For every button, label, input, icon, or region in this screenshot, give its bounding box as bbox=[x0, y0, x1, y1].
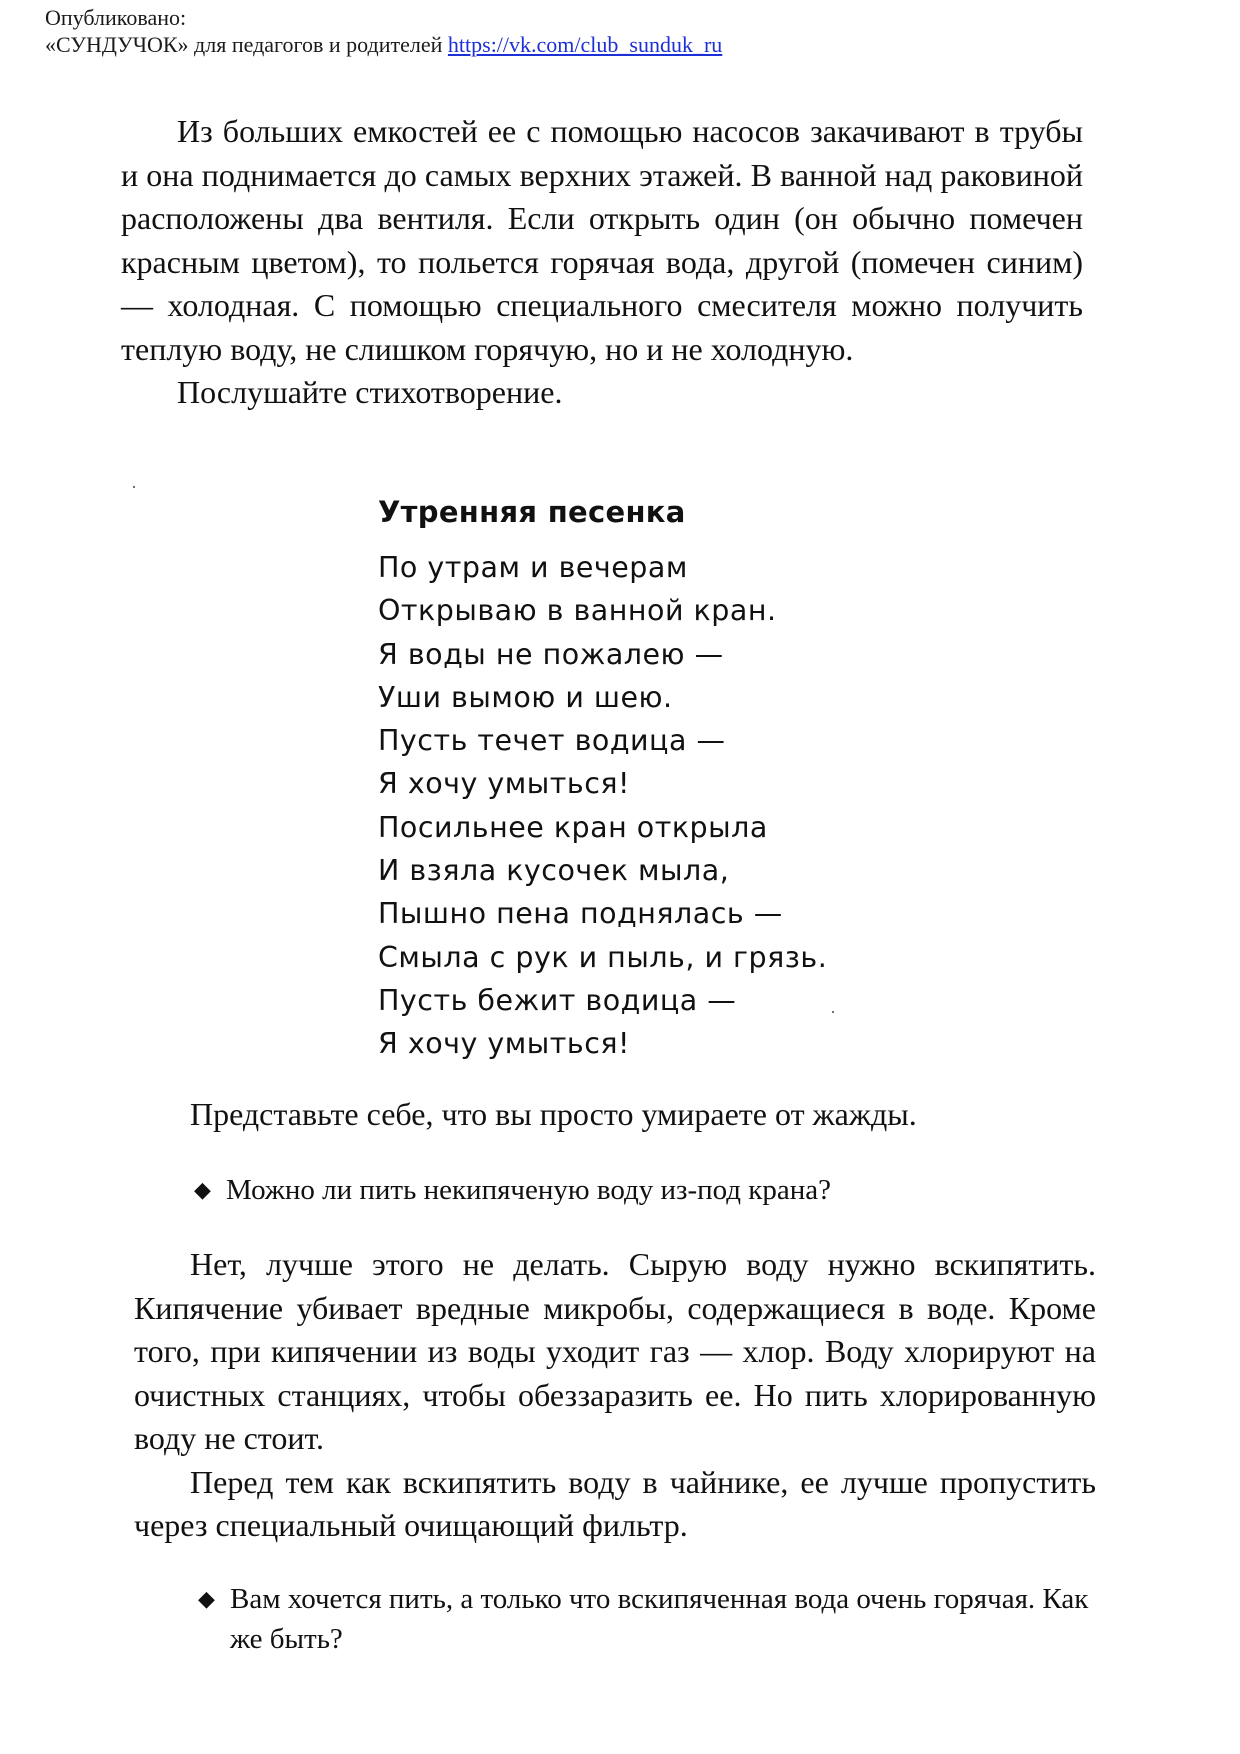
answer-paragraph-2: Перед тем как вскипятить воду в чайнике, ее лучше пропустить через специальный очищающий фильтр. bbox=[134, 1463, 1096, 1543]
after-poem-text bbox=[190, 1093, 1090, 1137]
publisher-link[interactable]: https://vk.com/club_sunduk_ru bbox=[447, 32, 723, 57]
diamond-bullet-icon: ◆ bbox=[194, 1177, 211, 1202]
poem-line: И взяла кусочек мыла, bbox=[378, 854, 730, 888]
poem-line: Я воды не пожалею — bbox=[378, 637, 724, 671]
poem-line: Смыла с рук и пыль, и грязь. bbox=[378, 940, 828, 974]
question-1 bbox=[194, 1170, 1064, 1210]
answer-paragraph-1: Нет, лучше этого не делать. Сырую воду нужно вскипятить. Кипячение убивает вредные микробы, содержащиеся в воде. Кроме того, при кипячении из воды уходит газ — хлор. Воду хлорируют на очистных станциях, чтобы обеззаразить ее. Но пить хлорированную воду не стоит. bbox=[134, 1246, 1096, 1456]
poem-line: Открываю в ванной кран. bbox=[378, 594, 777, 628]
poem-line: Пусть течет водица — bbox=[378, 724, 726, 758]
question-2 bbox=[198, 1579, 1098, 1659]
publisher-text: «СУНДУЧОК» для педагогов и родителей bbox=[45, 32, 448, 57]
poem-line: Пусть бежит водица — bbox=[378, 983, 737, 1017]
poem-line: Я хочу умыться! bbox=[378, 767, 630, 801]
poem-title: Утренняя песенка bbox=[378, 495, 686, 529]
intro-text bbox=[121, 110, 1083, 415]
poem-line: Я хочу умыться! bbox=[378, 1027, 630, 1061]
diamond-bullet-icon: ◆ bbox=[198, 1586, 215, 1611]
scan-speck bbox=[832, 1011, 834, 1013]
poem-line: Посильнее кран открыла bbox=[378, 810, 768, 844]
answer-text bbox=[134, 1243, 1096, 1548]
publisher-line bbox=[45, 31, 722, 58]
poem-line: Пышно пена поднялась — bbox=[378, 897, 783, 931]
published-label: Опубликовано: bbox=[45, 5, 187, 30]
poem-line: Уши вымою и шею. bbox=[378, 680, 673, 714]
poem bbox=[378, 492, 827, 1066]
scan-speck bbox=[133, 486, 135, 488]
intro-paragraph-1: Из больших емкостей ее с помощью насосов закачивают в трубы и она поднимается до самых верхних этажей. В ванной над раковиной расположены два вентиля. Если открыть один (он обычно помечен красным цветом), то польется горячая вода, другой (помечен синим) — холодная. С помощью специального смесителя можно получить теплую воду, не слишком горячую, но и не холодную. bbox=[121, 113, 1083, 367]
after-poem-paragraph: Представьте себе, что вы просто умираете от жажды. bbox=[190, 1096, 917, 1132]
question-1-text: Можно ли пить некипяченую воду из-под крана? bbox=[226, 1174, 832, 1206]
intro-paragraph-2: Послушайте стихотворение. bbox=[177, 374, 563, 410]
poem-line: По утрам и вечерам bbox=[378, 551, 688, 584]
publication-header bbox=[45, 4, 722, 58]
question-2-text: Вам хочется пить, а только что вскипяченная вода очень горячая. Как же быть? bbox=[230, 1583, 1089, 1655]
